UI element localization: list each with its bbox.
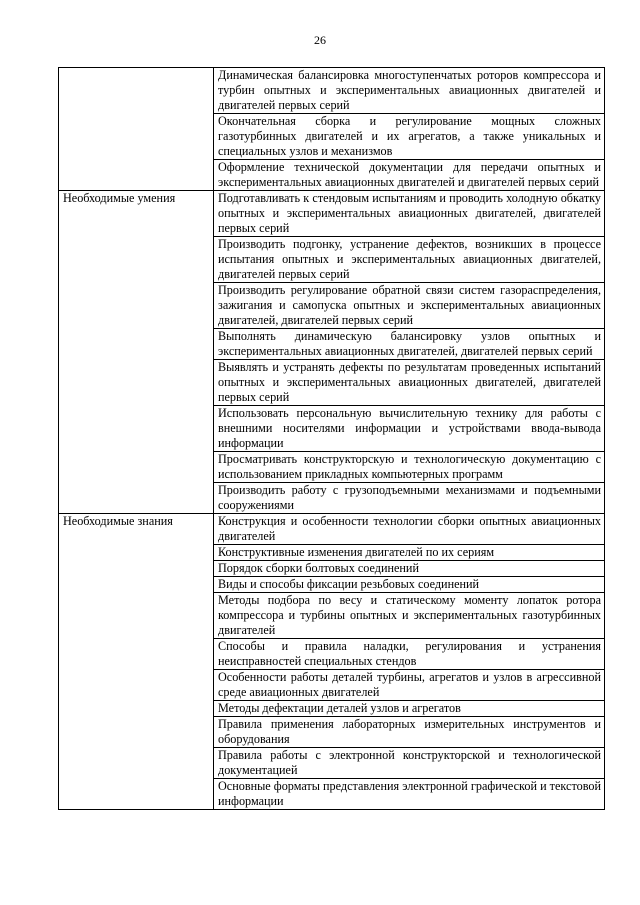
table-cell: Производить работу с грузоподъемными механизмами и подъемными сооружениями [214,483,605,514]
competency-table [58,67,605,810]
table-row [59,68,605,114]
row-label-empty [59,68,214,191]
row-label-knowledge: Необходимые знания [59,514,214,810]
table-cell: Динамическая балансировка многоступенчатых роторов компрессора и турбин опытных и экспериментальных авиационных двигателей и двигателей первых серий [214,68,605,114]
table-cell: Методы дефектации деталей узлов и агрегатов [214,701,605,717]
table-cell: Особенности работы деталей турбины, агрегатов и узлов в агрессивной среде авиационных двигателей [214,670,605,701]
table-cell: Правила применения лабораторных измерительных инструментов и оборудования [214,717,605,748]
table-cell: Оформление технической документации для передачи опытных и экспериментальных авиационных двигателей и двигателей первых серий [214,160,605,191]
table-row [59,514,605,545]
table-cell: Производить регулирование обратной связи систем газораспределения, зажигания и самопуска опытных и экспериментальных авиационных двигателей, двигателей первых серий [214,283,605,329]
table-cell: Производить подгонку, устранение дефектов, возникших в процессе испытания опытных и экспериментальных авиационных двигателей, двигателей первых серий [214,237,605,283]
table-cell: Правила работы с электронной конструкторской и технологической документацией [214,748,605,779]
table-cell: Использовать персональную вычислительную технику для работы с внешними носителями информации и устройствами ввода-вывода информации [214,406,605,452]
table-cell: Конструкция и особенности технологии сборки опытных авиационных двигателей [214,514,605,545]
table-cell: Выполнять динамическую балансировку узлов опытных и экспериментальных авиационных двигателей, двигателей первых серий [214,329,605,360]
table-cell: Способы и правила наладки, регулирования и устранения неисправностей специальных стендов [214,639,605,670]
table-cell: Виды и способы фиксации резьбовых соединений [214,577,605,593]
table-cell: Выявлять и устранять дефекты по результатам проведенных испытаний опытных и экспериментальных авиационных двигателей, двигателей первых серий [214,360,605,406]
table-cell: Методы подбора по весу и статическому моменту лопаток ротора компрессора и турбины опытных и экспериментальных газотурбинных двигателей [214,593,605,639]
table-cell: Просматривать конструкторскую и технологическую документацию с использованием прикладных компьютерных программ [214,452,605,483]
page-number: 26 [314,33,326,47]
table-cell: Окончательная сборка и регулирование мощных сложных газотурбинных двигателей и их агрегатов, а также уникальных и специальных узлов и механизмов [214,114,605,160]
table-cell: Основные форматы представления электронной графической и текстовой информации [214,779,605,810]
table-cell: Конструктивные изменения двигателей по их сериям [214,545,605,561]
table-cell: Порядок сборки болтовых соединений [214,561,605,577]
table-cell: Подготавливать к стендовым испытаниям и проводить холодную обкатку опытных и экспериментальных авиационных двигателей, двигателей первых серий [214,191,605,237]
row-label-skills: Необходимые умения [59,191,214,514]
table-row [59,191,605,237]
